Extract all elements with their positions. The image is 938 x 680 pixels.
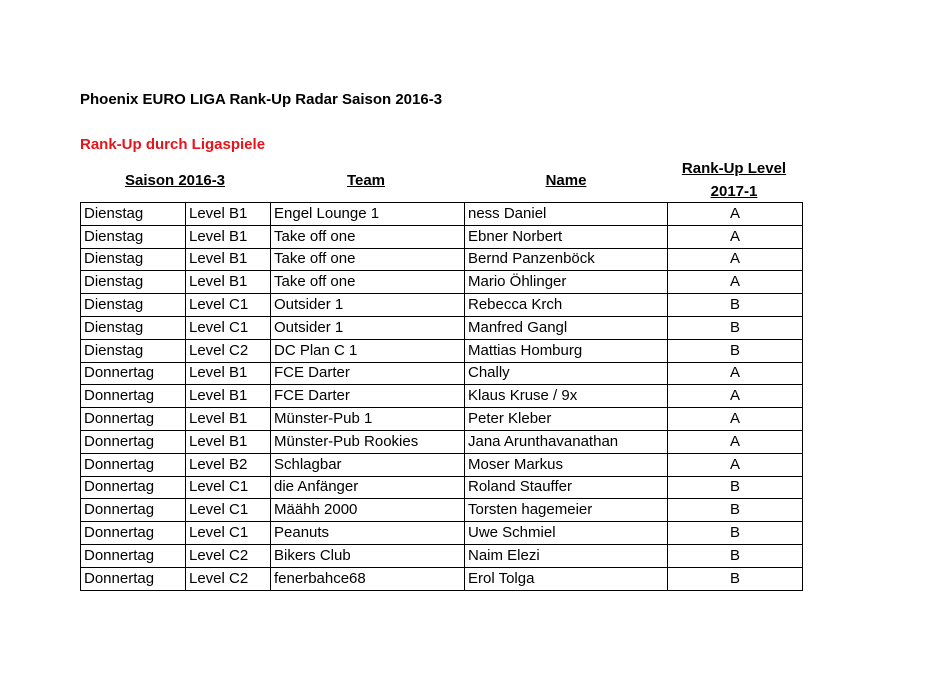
cell-rank: A (668, 203, 803, 226)
table-row (81, 362, 803, 385)
cell-team: Bikers Club (271, 544, 465, 567)
cell-name: Erol Tolga (465, 567, 668, 590)
cell-name: Rebecca Krch (465, 294, 668, 317)
cell-rank: A (668, 408, 803, 431)
cell-day: Donnertag (81, 476, 186, 499)
cell-rank: B (668, 567, 803, 590)
cell-team: Outsider 1 (271, 316, 465, 339)
cell-day: Dienstag (81, 339, 186, 362)
cell-rank: B (668, 476, 803, 499)
cell-rank: B (668, 522, 803, 545)
table-row (81, 316, 803, 339)
table-row (81, 476, 803, 499)
cell-rank: B (668, 339, 803, 362)
table-row (81, 339, 803, 362)
cell-rank: A (668, 271, 803, 294)
header-rank-up-level: Rank-Up Level (681, 160, 787, 177)
table-row (81, 544, 803, 567)
cell-level: Level B2 (186, 453, 271, 476)
cell-level: Level B1 (186, 385, 271, 408)
header-team: Team (346, 172, 386, 189)
cell-name: Naim Elezi (465, 544, 668, 567)
cell-day: Dienstag (81, 294, 186, 317)
cell-name: Torsten hagemeier (465, 499, 668, 522)
cell-team: Münster-Pub Rookies (271, 430, 465, 453)
cell-name: Mattias Homburg (465, 339, 668, 362)
cell-rank: B (668, 499, 803, 522)
cell-rank: A (668, 430, 803, 453)
cell-day: Dienstag (81, 248, 186, 271)
cell-team: fenerbahce68 (271, 567, 465, 590)
cell-level: Level C1 (186, 316, 271, 339)
cell-team: Outsider 1 (271, 294, 465, 317)
cell-day: Donnertag (81, 362, 186, 385)
table-row (81, 522, 803, 545)
cell-rank: A (668, 385, 803, 408)
table-row (81, 225, 803, 248)
table-row (81, 567, 803, 590)
document-title: Phoenix EURO LIGA Rank-Up Radar Saison 2016-3 (80, 91, 443, 108)
cell-day: Donnertag (81, 544, 186, 567)
cell-day: Donnertag (81, 385, 186, 408)
cell-day: Dienstag (81, 271, 186, 294)
table-row (81, 385, 803, 408)
table-row (81, 271, 803, 294)
cell-name: Mario Öhlinger (465, 271, 668, 294)
cell-team: FCE Darter (271, 385, 465, 408)
cell-team: die Anfänger (271, 476, 465, 499)
cell-team: Engel Lounge 1 (271, 203, 465, 226)
cell-level: Level B1 (186, 430, 271, 453)
cell-team: Schlagbar (271, 453, 465, 476)
table-row (81, 408, 803, 431)
cell-rank: B (668, 294, 803, 317)
table-row (81, 430, 803, 453)
cell-team: Take off one (271, 248, 465, 271)
table-row (81, 203, 803, 226)
cell-level: Level C2 (186, 544, 271, 567)
cell-level: Level B1 (186, 225, 271, 248)
cell-level: Level C2 (186, 339, 271, 362)
cell-team: Määhh 2000 (271, 499, 465, 522)
cell-day: Dienstag (81, 316, 186, 339)
cell-rank: A (668, 362, 803, 385)
cell-team: FCE Darter (271, 362, 465, 385)
header-saison: Saison 2016-3 (124, 172, 226, 189)
cell-day: Donnertag (81, 499, 186, 522)
table-row (81, 453, 803, 476)
cell-day: Dienstag (81, 225, 186, 248)
cell-name: ness Daniel (465, 203, 668, 226)
cell-level: Level B1 (186, 408, 271, 431)
cell-team: Take off one (271, 271, 465, 294)
section-title: Rank-Up durch Ligaspiele (80, 136, 266, 153)
cell-level: Level C2 (186, 567, 271, 590)
cell-day: Dienstag (81, 203, 186, 226)
cell-rank: A (668, 248, 803, 271)
cell-name: Klaus Kruse / 9x (465, 385, 668, 408)
cell-level: Level B1 (186, 271, 271, 294)
cell-day: Donnertag (81, 567, 186, 590)
cell-level: Level B1 (186, 203, 271, 226)
cell-team: DC Plan C 1 (271, 339, 465, 362)
cell-team: Münster-Pub 1 (271, 408, 465, 431)
cell-day: Donnertag (81, 522, 186, 545)
cell-name: Bernd Panzenböck (465, 248, 668, 271)
table-row (81, 499, 803, 522)
cell-name: Peter Kleber (465, 408, 668, 431)
header-rank-up-period: 2017-1 (710, 183, 758, 200)
header-name: Name (545, 172, 587, 189)
cell-day: Donnertag (81, 408, 186, 431)
cell-day: Donnertag (81, 453, 186, 476)
cell-name: Ebner Norbert (465, 225, 668, 248)
table-body (81, 203, 803, 591)
cell-team: Take off one (271, 225, 465, 248)
cell-name: Uwe Schmiel (465, 522, 668, 545)
cell-name: Jana Arunthavanathan (465, 430, 668, 453)
table-row (81, 294, 803, 317)
rank-up-table (80, 202, 803, 591)
table-row (81, 248, 803, 271)
cell-rank: B (668, 544, 803, 567)
cell-level: Level C1 (186, 476, 271, 499)
cell-level: Level C1 (186, 499, 271, 522)
cell-name: Manfred Gangl (465, 316, 668, 339)
cell-rank: A (668, 225, 803, 248)
cell-name: Moser Markus (465, 453, 668, 476)
cell-day: Donnertag (81, 430, 186, 453)
cell-name: Roland Stauffer (465, 476, 668, 499)
cell-name: Chally (465, 362, 668, 385)
cell-level: Level C1 (186, 294, 271, 317)
cell-level: Level C1 (186, 522, 271, 545)
cell-team: Peanuts (271, 522, 465, 545)
cell-level: Level B1 (186, 362, 271, 385)
cell-rank: B (668, 316, 803, 339)
cell-rank: A (668, 453, 803, 476)
cell-level: Level B1 (186, 248, 271, 271)
